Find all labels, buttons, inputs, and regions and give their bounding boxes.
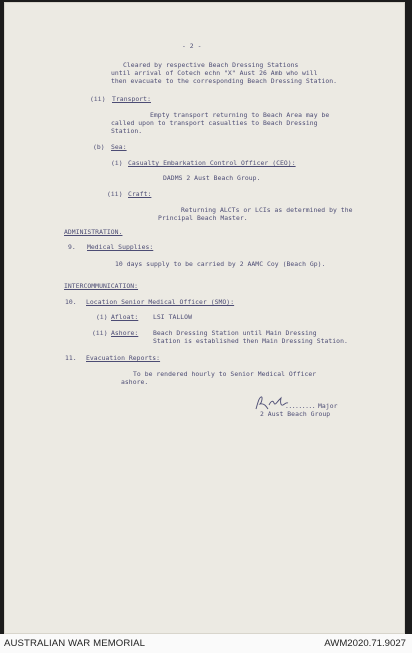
para-line: To be rendered hourly to Senior Medical Officer — [133, 370, 317, 378]
para-line: until arrival of Cotech echn "X" Aust 26 Amb who will — [111, 69, 318, 77]
footer-accession: AWM2020.71.9027 — [324, 638, 406, 649]
signature-dots: ......... — [285, 402, 316, 410]
item-title: Transport: — [112, 95, 151, 103]
item-number: (ii) — [90, 95, 106, 103]
para-line: ashore. — [121, 378, 149, 386]
item-title: Location Senior Medical Officer (SMO): — [86, 298, 235, 306]
para-line: Cleared by respective Beach Dressing Stations — [123, 61, 299, 69]
para-line: Beach Dressing Station until Main Dressing — [153, 329, 317, 337]
section-heading: INTERCOMMUNICATION: — [64, 282, 139, 290]
signature-unit: 2 Aust Beach Group — [260, 410, 331, 418]
item-number: (ii) — [92, 329, 108, 337]
para-line: 10 days supply to be carried by 2 AAMC Coy (Beach Gp). — [115, 260, 326, 268]
para-line: Station is established then Main Dressing Station. — [153, 337, 348, 345]
para-line: DADMS 2 Aust Beach Group. — [163, 174, 261, 182]
signature-rank: Major — [318, 402, 338, 410]
item-number: (i) — [96, 313, 108, 321]
para-line: Returning ALCTs or LCIs as determined by the — [181, 206, 353, 214]
footer-source: AUSTRALIAN WAR MEMORIAL — [4, 638, 146, 649]
para-line: called upon to transport casualties to Beach Dressing — [111, 119, 318, 127]
item-number: (ii) — [107, 190, 123, 198]
item-number: 9. — [68, 243, 76, 251]
para-line: Principal Beach Master. — [158, 214, 248, 222]
page-number: - 2 - — [182, 42, 202, 50]
item-number: 10. — [65, 298, 77, 306]
item-title: Sea: — [111, 143, 127, 151]
item-title: Craft: — [128, 190, 152, 198]
document-page — [4, 2, 405, 634]
para-line: then evacuate to the corresponding Beach Dressing Station. — [111, 77, 338, 85]
para-line: Empty transport returning to Beach Area may be — [150, 111, 330, 119]
item-number: (i) — [111, 159, 123, 167]
section-heading: ADMINISTRATION. — [64, 228, 123, 236]
item-title: Medical Supplies: — [87, 243, 154, 251]
footer-bar — [0, 634, 412, 653]
para-line: Station. — [111, 127, 143, 135]
item-number: 11. — [65, 354, 77, 362]
item-title: Evacuation Reports: — [86, 354, 161, 362]
item-title: Ashore: — [111, 329, 139, 337]
para-line: LSI TALLOW — [153, 313, 192, 321]
item-title: Afloat: — [111, 313, 139, 321]
item-number: (b) — [93, 143, 105, 151]
item-title: Casualty Embarkation Control Officer (CEO): — [128, 159, 296, 167]
